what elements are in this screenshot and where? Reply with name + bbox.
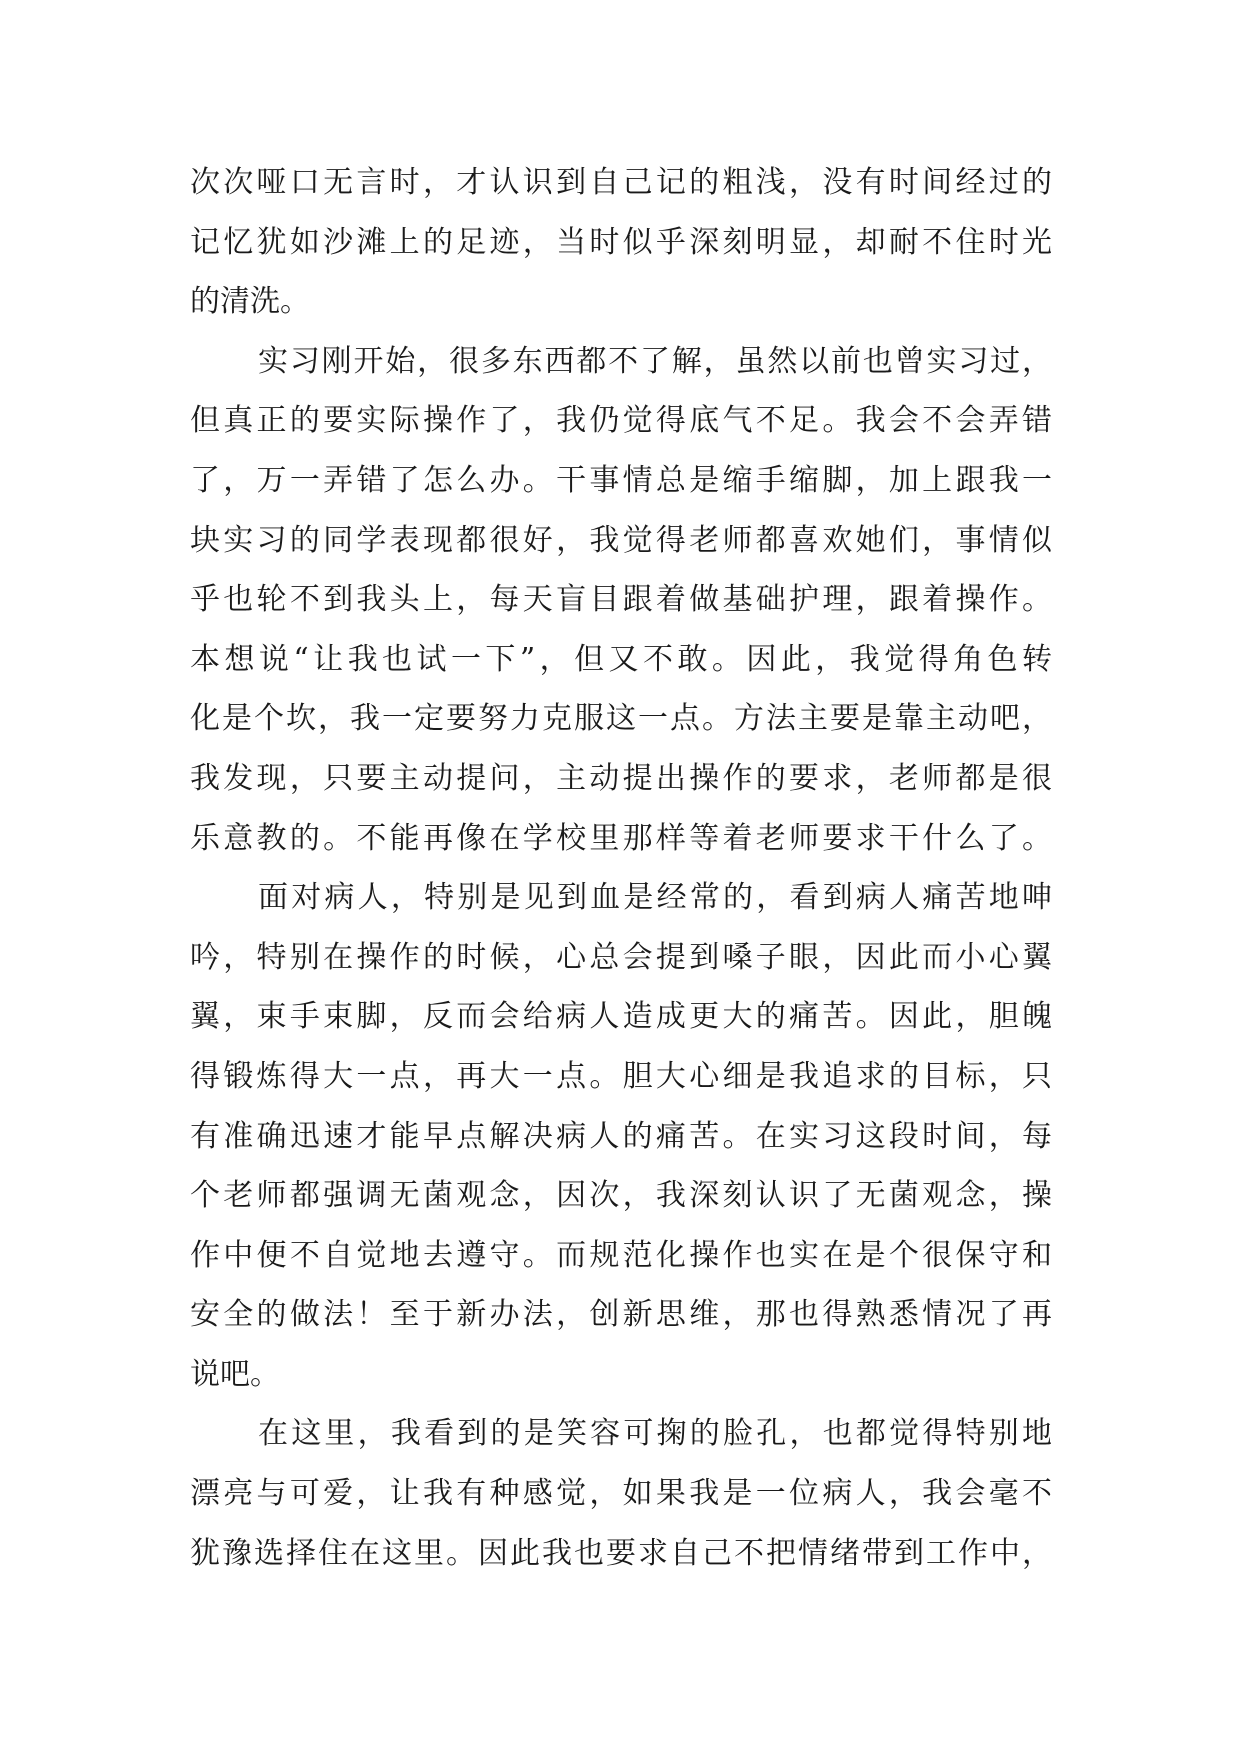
text-line: 个老师都强调无菌观念，因次，我深刻认识了无菌观念，操 [190, 1178, 1052, 1214]
text-line: 化是个坎，我一定要努力克服这一点。方法主要是靠主动吧， [190, 701, 1052, 737]
text-line: 翼，束手束脚，反而会给病人造成更大的痛苦。因此，胆魄 [190, 999, 1052, 1035]
text-line: 作中便不自觉地去遵守。而规范化操作也实在是个很保守和 [190, 1237, 1052, 1273]
paragraph-start-line: 实习刚开始，很多东西都不了解，虽然以前也曾实习过， [258, 343, 1052, 379]
text-line: 次次哑口无言时，才认识到自己记的粗浅，没有时间经过的 [190, 165, 1052, 200]
text-line: 我发现，只要主动提问，主动提出操作的要求，老师都是很 [190, 760, 1052, 796]
text-line: 安全的做法！至于新办法，创新思维，那也得熟悉情况了再 [190, 1297, 1052, 1333]
text-line: 有准确迅速才能早点解决病人的痛苦。在实习这段时间，每 [190, 1118, 1052, 1154]
text-line: 乎也轮不到我头上，每天盲目跟着做基础护理，跟着操作。 [190, 582, 1052, 618]
text-line: 块实习的同学表现都很好，我觉得老师都喜欢她们，事情似 [190, 522, 1052, 558]
body-text [190, 153, 1052, 1583]
paragraph-start-line: 在这里，我看到的是笑容可掬的脸孔，也都觉得特别地 [258, 1416, 1052, 1452]
text-line: 记忆犹如沙滩上的足迹，当时似乎深刻明显，却耐不住时光 [190, 224, 1052, 260]
text-line: 说吧。 [190, 1356, 280, 1392]
text-line: 漂亮与可爱，让我有种感觉，如果我是一位病人，我会毫不 [190, 1476, 1052, 1512]
text-line: 了，万一弄错了怎么办。干事情总是缩手缩脚，加上跟我一 [190, 462, 1052, 498]
text-line: 吟，特别在操作的时候，心总会提到嗓子眼，因此而小心翼 [190, 939, 1052, 975]
text-line: 犹豫选择住在这里。因此我也要求自己不把情绪带到工作中， [190, 1535, 1052, 1571]
text-line: 本想说“让我也试一下”，但又不敢。因此，我觉得角色转 [190, 641, 1052, 677]
text-line: 但真正的要实际操作了，我仍觉得底气不足。我会不会弄错 [190, 403, 1052, 439]
paragraph-start-line: 面对病人，特别是见到血是经常的，看到病人痛苦地呻 [258, 880, 1052, 916]
text-line: 乐意教的。不能再像在学校里那样等着老师要求干什么了。 [190, 820, 1052, 856]
text-line: 的清洗。 [190, 284, 310, 320]
text-line: 得锻炼得大一点，再大一点。胆大心细是我追求的目标，只 [190, 1058, 1052, 1094]
